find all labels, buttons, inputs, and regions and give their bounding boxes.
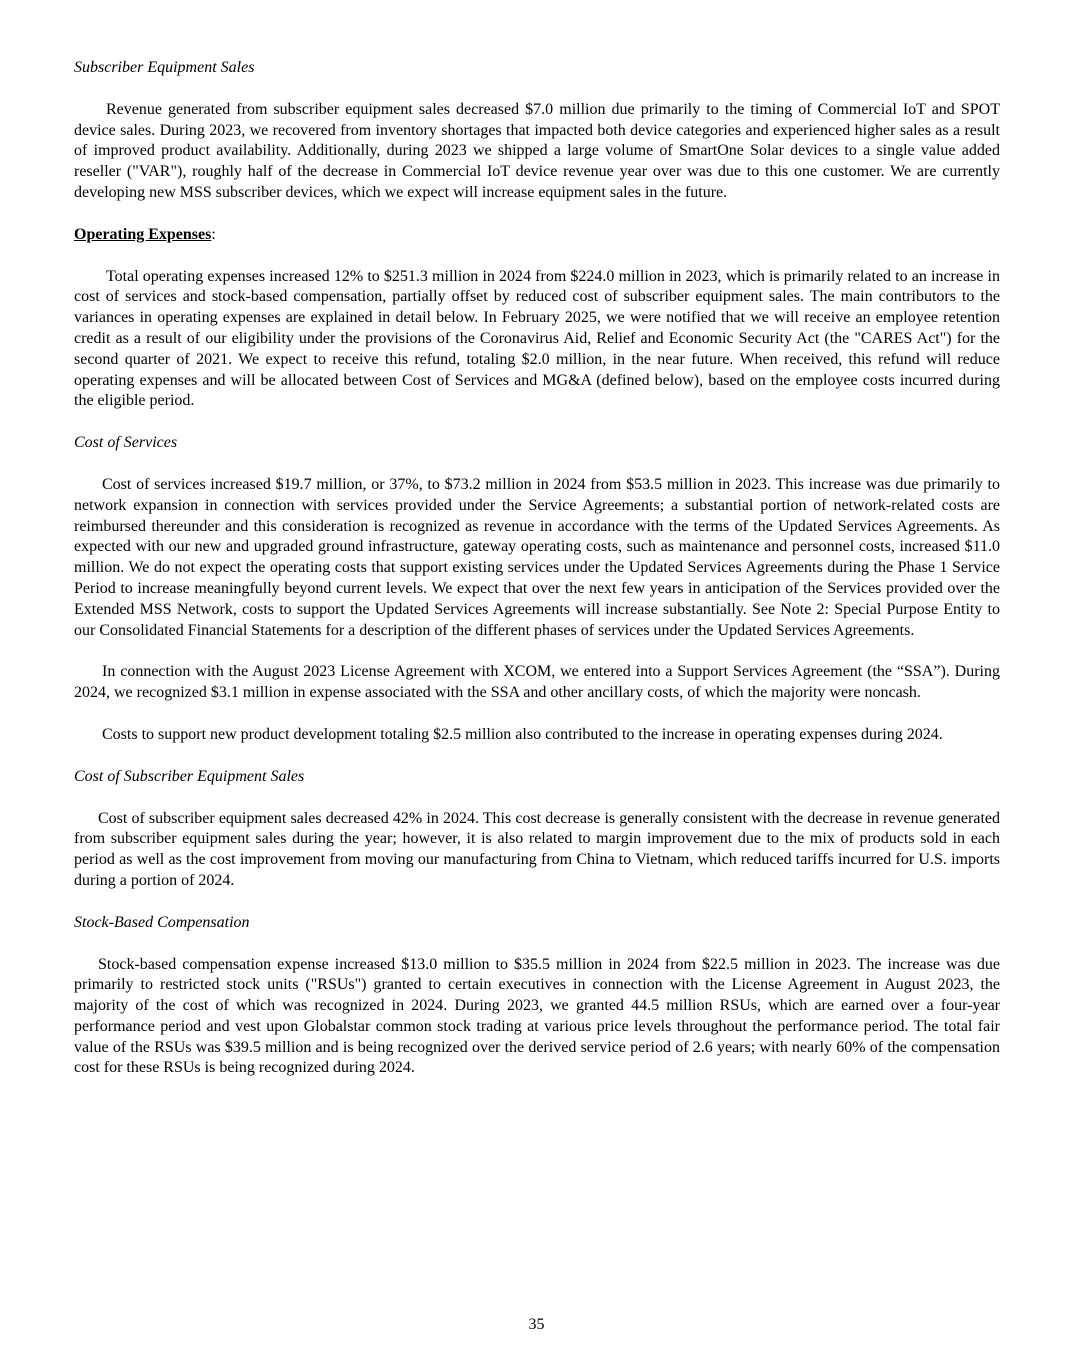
spacer: [74, 934, 1000, 955]
spacer: [74, 204, 1000, 225]
heading-operating-expenses-colon: :: [211, 225, 216, 243]
heading-operating-expenses: [74, 225, 1000, 246]
document-page: [74, 58, 1000, 1079]
heading-stock-based-compensation: Stock-Based Compensation: [74, 913, 250, 931]
paragraph-operating-expenses: Total operating expenses increased 12% to $251.3 million in 2024 from $224.0 million in 2023, which is primarily related to an increase in cost of services and stock-based compensation, partially offset by reduced cost of subscriber equipment sales. The main contributors to the variances in operating expenses are explained in detail below. In February 2025, we were notified that we will receive an employee retention credit as a result of our eligibility under the provisions of the Coronavirus Aid, Relief and Economic Security Act (the "CARES Act") for the second quarter of 2021. We expect to receive this refund, totaling $2.0 million, in the near future. When received, this refund will reduce operating expenses and will be allocated between Cost of Services and MG&A (defined below), based on the employee costs incurred during the eligible period.: [74, 267, 1000, 410]
spacer: [74, 454, 1000, 475]
heading-subscriber-equipment-sales: Subscriber Equipment Sales: [74, 59, 255, 76]
heading-operating-expenses-text: Operating Expenses: [74, 225, 212, 243]
spacer: [74, 79, 1000, 100]
paragraph-cost-of-services-2: In connection with the August 2023 License Agreement with XCOM, we entered into a Support Services Agreement (the “SSA”). During 2024, we recognized $3.1 million in expense associated with the SSA and other ancillary costs, of which the majority were noncash.: [74, 663, 1000, 702]
page-number: 35: [528, 1316, 545, 1333]
spacer: [74, 704, 1000, 725]
spacer: [74, 746, 1000, 767]
spacer: [74, 892, 1000, 913]
paragraph-cost-of-services-3: Costs to support new product development totaling $2.5 million also contributed to the increase in operating expenses during 2024.: [102, 725, 943, 743]
heading-cost-of-subscriber-equipment-sales: Cost of Subscriber Equipment Sales: [74, 767, 305, 785]
spacer: [74, 246, 1000, 267]
spacer: [74, 641, 1000, 662]
spacer: [74, 788, 1000, 809]
spacer: [74, 412, 1000, 433]
paragraph-stock-based-compensation: Stock-based compensation expense increased $13.0 million to $35.5 million in 2024 from $22.5 million in 2023. The increase was due primarily to restricted stock units ("RSUs") granted to certain executives in connection with the License Agreement in August 2023, the majority of the cost of which was recognized in 2024. During 2023, we granted 44.5 million RSUs, which are earned over a four-year performance period and vest upon Globalstar common stock trading at various price levels throughout the performance period. The total fair value of the RSUs was $39.5 million and is being recognized over the derived service period of 2.6 years; with nearly 60% of the compensation cost for these RSUs is being recognized during 2024.: [74, 955, 1000, 1077]
paragraph-cost-of-services-1: Cost of services increased $19.7 million, or 37%, to $73.2 million in 2024 from $53.5 million in 2023. This increase was due primarily to network expansion in connection with services provided under the Service Agreements; a substantial portion of network-related costs are reimbursed thereunder and this consideration is recognized as revenue in accordance with the terms of the Updated Services Agreements. As expected with our new and upgraded ground infrastructure, gateway operating costs, such as maintenance and personnel costs, increased $11.0 million. We do not expect the operating costs that support existing services under the Updated Services Agreements during the Phase 1 Service Period to increase meaningfully beyond current levels. We expect that over the next few years in anticipation of the Services provided over the Extended MSS Network, costs to support the Updated Services Agreements will increase substantially. See Note 2: Special Purpose Entity to our Consolidated Financial Statements for a description of the different phases of services under the Updated Services Agreements.: [74, 475, 1000, 639]
paragraph-cost-of-subscriber-equipment-sales: Cost of subscriber equipment sales decreased 42% in 2024. This cost decrease is generally consistent with the decrease in revenue generated from subscriber equipment sales during the year; however, it is also related to margin improvement due to the mix of products sold in each period as well as the cost improvement from moving our manufacturing from China to Vietnam, which reduced tariffs incurred for U.S. imports during a portion of 2024.: [74, 809, 1000, 889]
heading-cost-of-services: Cost of Services: [74, 434, 178, 452]
paragraph-subscriber-equipment-sales: Revenue generated from subscriber equipment sales decreased $7.0 million due primarily to the timing of Commercial IoT and SPOT device sales. During 2023, we recovered from inventory shortages that impacted both device categories and experienced higher sales as a result of improved product availability. Additionally, during 2023 we shipped a large volume of SmartOne Solar devices to a single value added reseller ("VAR"), roughly half of the decrease in Commercial IoT device revenue year over was due to this one customer. We are currently developing new MSS subscriber devices, which we expect will increase equipment sales in the future.: [74, 100, 1000, 201]
